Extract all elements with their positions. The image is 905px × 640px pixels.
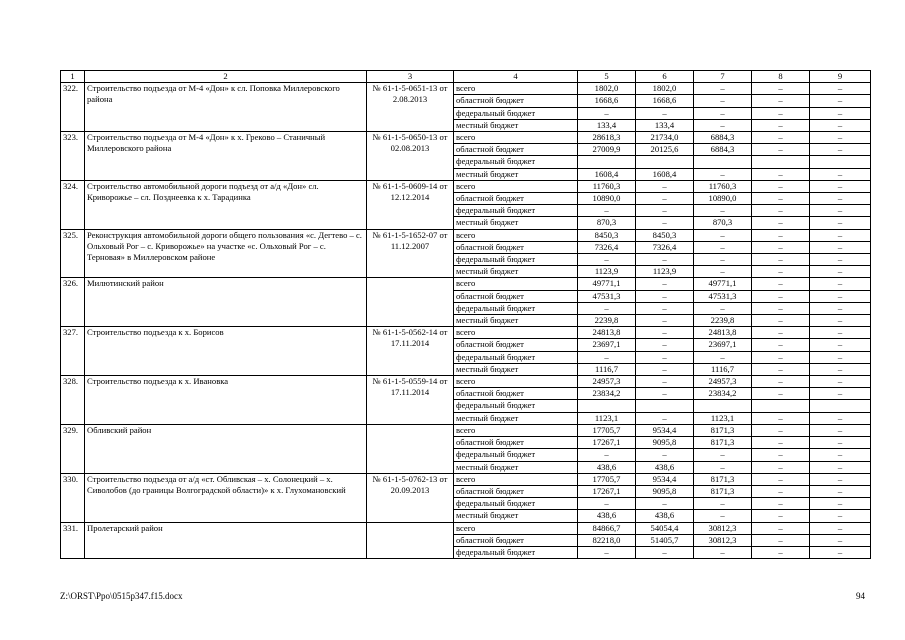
column-header: 8 <box>752 71 810 83</box>
amount-cell: 2239,8 <box>694 315 752 327</box>
amount-cell: – <box>810 132 871 144</box>
column-header: 1 <box>61 71 85 83</box>
amount-cell: 17705,7 <box>578 473 636 485</box>
row-number: 324. <box>61 180 85 229</box>
object-name: Милютинский район <box>85 278 367 327</box>
amount-cell: – <box>810 290 871 302</box>
amount-cell: 49771,1 <box>578 278 636 290</box>
amount-cell: 7326,4 <box>636 241 694 253</box>
table-row <box>61 132 871 144</box>
document-number: № 61-1-5-0562-14 от 17.11.2014 <box>367 327 454 376</box>
amount-cell: 1123,1 <box>694 412 752 424</box>
document-number <box>367 522 454 559</box>
amount-cell <box>752 400 810 412</box>
funding-source: федеральный бюджет <box>454 498 578 510</box>
column-header: 5 <box>578 71 636 83</box>
funding-source: всего <box>454 473 578 485</box>
amount-cell: – <box>752 351 810 363</box>
amount-cell: – <box>752 534 810 546</box>
amount-cell: – <box>578 546 636 558</box>
amount-cell: – <box>752 449 810 461</box>
amount-cell: 11760,3 <box>578 180 636 192</box>
amount-cell <box>752 156 810 168</box>
amount-cell <box>810 156 871 168</box>
amount-cell: – <box>636 449 694 461</box>
amount-cell: 84866,7 <box>578 522 636 534</box>
amount-cell: – <box>810 229 871 241</box>
amount-cell: – <box>752 315 810 327</box>
funding-source: всего <box>454 83 578 95</box>
amount-cell: – <box>578 107 636 119</box>
amount-cell: – <box>694 168 752 180</box>
amount-cell: 47531,3 <box>578 290 636 302</box>
amount-cell: – <box>810 510 871 522</box>
amount-cell: – <box>752 95 810 107</box>
table-row <box>61 229 871 241</box>
amount-cell: 6884,3 <box>694 144 752 156</box>
budget-table <box>60 70 871 559</box>
object-name: Строительство подъезда от а/д «ст. Обливская – х. Солонецкий – х. Сиволобов (до границы Волгоградской области)» к х. Глухомановский <box>85 473 367 522</box>
funding-source: местный бюджет <box>454 363 578 375</box>
row-number: 329. <box>61 424 85 473</box>
table-row <box>61 180 871 192</box>
amount-cell: – <box>636 412 694 424</box>
amount-cell: 1802,0 <box>578 83 636 95</box>
amount-cell: 8450,3 <box>636 229 694 241</box>
amount-cell: – <box>578 254 636 266</box>
row-number: 323. <box>61 132 85 181</box>
funding-source: областной бюджет <box>454 241 578 253</box>
amount-cell: – <box>636 302 694 314</box>
amount-cell: – <box>810 534 871 546</box>
table-row <box>61 83 871 95</box>
amount-cell: – <box>810 388 871 400</box>
amount-cell: – <box>810 180 871 192</box>
amount-cell: – <box>752 339 810 351</box>
table-row <box>61 376 871 388</box>
amount-cell: 24957,3 <box>694 376 752 388</box>
funding-source: областной бюджет <box>454 534 578 546</box>
amount-cell: – <box>752 254 810 266</box>
amount-cell: – <box>752 144 810 156</box>
object-name: Строительство подъезда к х. Борисов <box>85 327 367 376</box>
document-number <box>367 424 454 473</box>
amount-cell: – <box>810 193 871 205</box>
amount-cell: 1123,1 <box>578 412 636 424</box>
amount-cell: 23697,1 <box>694 339 752 351</box>
amount-cell: – <box>810 461 871 473</box>
amount-cell: – <box>752 290 810 302</box>
amount-cell: – <box>752 473 810 485</box>
amount-cell: – <box>810 412 871 424</box>
amount-cell: – <box>752 437 810 449</box>
amount-cell: – <box>810 278 871 290</box>
amount-cell: – <box>694 119 752 131</box>
amount-cell: – <box>752 327 810 339</box>
funding-source: областной бюджет <box>454 339 578 351</box>
funding-source: местный бюджет <box>454 315 578 327</box>
amount-cell: 8171,3 <box>694 485 752 497</box>
amount-cell: – <box>636 180 694 192</box>
amount-cell: – <box>810 485 871 497</box>
amount-cell: – <box>694 205 752 217</box>
amount-cell: – <box>752 83 810 95</box>
amount-cell <box>578 156 636 168</box>
amount-cell: – <box>752 461 810 473</box>
amount-cell: 1116,7 <box>694 363 752 375</box>
amount-cell: – <box>578 351 636 363</box>
amount-cell: – <box>636 376 694 388</box>
amount-cell: – <box>810 254 871 266</box>
amount-cell: 1123,9 <box>636 266 694 278</box>
funding-source: федеральный бюджет <box>454 156 578 168</box>
amount-cell: – <box>752 363 810 375</box>
amount-cell: – <box>694 510 752 522</box>
amount-cell: – <box>810 107 871 119</box>
amount-cell: – <box>810 473 871 485</box>
row-number: 322. <box>61 83 85 132</box>
document-number: № 61-1-5-0762-13 от 20.09.2013 <box>367 473 454 522</box>
funding-source: всего <box>454 132 578 144</box>
amount-cell: 870,3 <box>694 217 752 229</box>
amount-cell: – <box>752 376 810 388</box>
amount-cell: – <box>694 229 752 241</box>
object-name: Строительство автомобильной дороги подъезд от а/д «Дон» сл. Криворожье – сл. Позднеевка к х. Тарадинка <box>85 180 367 229</box>
amount-cell: – <box>752 522 810 534</box>
amount-cell: – <box>752 412 810 424</box>
object-name: Реконструкция автомобильной дороги общего пользования «с. Дегтево – с. Ольховый Рог – с. Криворожье» на участке «с. Ольховый Рог – с. Терновая» в Миллеровском районе <box>85 229 367 278</box>
amount-cell: – <box>694 498 752 510</box>
amount-cell: 9095,8 <box>636 485 694 497</box>
amount-cell <box>694 156 752 168</box>
amount-cell: 1608,4 <box>578 168 636 180</box>
funding-source: областной бюджет <box>454 388 578 400</box>
amount-cell: 17267,1 <box>578 437 636 449</box>
amount-cell: – <box>810 144 871 156</box>
amount-cell: – <box>810 266 871 278</box>
amount-cell: 9534,4 <box>636 424 694 436</box>
funding-source: местный бюджет <box>454 510 578 522</box>
amount-cell: – <box>810 546 871 558</box>
amount-cell: 51405,7 <box>636 534 694 546</box>
document-number: № 61-1-5-1652-07 от 11.12.2007 <box>367 229 454 278</box>
amount-cell: – <box>810 315 871 327</box>
amount-cell: 1608,4 <box>636 168 694 180</box>
amount-cell: – <box>810 327 871 339</box>
amount-cell: – <box>810 241 871 253</box>
amount-cell: – <box>752 107 810 119</box>
amount-cell: – <box>636 278 694 290</box>
amount-cell: 870,3 <box>578 217 636 229</box>
amount-cell: 8450,3 <box>578 229 636 241</box>
amount-cell: 24813,8 <box>578 327 636 339</box>
table-row <box>61 522 871 534</box>
amount-cell: 1116,7 <box>578 363 636 375</box>
amount-cell: – <box>810 363 871 375</box>
amount-cell: – <box>752 388 810 400</box>
amount-cell: 11760,3 <box>694 180 752 192</box>
amount-cell: 1668,6 <box>636 95 694 107</box>
funding-source: всего <box>454 424 578 436</box>
funding-source: областной бюджет <box>454 437 578 449</box>
amount-cell: – <box>810 522 871 534</box>
amount-cell: 6884,3 <box>694 132 752 144</box>
amount-cell: – <box>636 327 694 339</box>
funding-source: федеральный бюджет <box>454 351 578 363</box>
amount-cell: – <box>578 205 636 217</box>
amount-cell: – <box>752 132 810 144</box>
document-number <box>367 278 454 327</box>
amount-cell: – <box>636 498 694 510</box>
amount-cell: – <box>636 290 694 302</box>
amount-cell: 17705,7 <box>578 424 636 436</box>
amount-cell: 2239,8 <box>578 315 636 327</box>
amount-cell: – <box>694 449 752 461</box>
amount-cell: – <box>810 217 871 229</box>
document-path: Z:\ORST\Ppo\0515p347.f15.docx <box>60 591 183 601</box>
amount-cell: 49771,1 <box>694 278 752 290</box>
amount-cell: 82218,0 <box>578 534 636 546</box>
amount-cell: 24813,8 <box>694 327 752 339</box>
document-number: № 61-1-5-0609-14 от 12.12.2014 <box>367 180 454 229</box>
funding-source: местный бюджет <box>454 119 578 131</box>
document-number: № 61-1-5-0650-13 от 02.08.2013 <box>367 132 454 181</box>
amount-cell: – <box>810 302 871 314</box>
amount-cell: – <box>694 83 752 95</box>
amount-cell: 27009,9 <box>578 144 636 156</box>
funding-source: всего <box>454 278 578 290</box>
amount-cell: 23834,2 <box>694 388 752 400</box>
amount-cell: – <box>810 339 871 351</box>
amount-cell: – <box>752 205 810 217</box>
funding-source: всего <box>454 229 578 241</box>
amount-cell <box>636 156 694 168</box>
amount-cell: 438,6 <box>636 510 694 522</box>
funding-source: федеральный бюджет <box>454 400 578 412</box>
amount-cell: 10890,0 <box>578 193 636 205</box>
column-header: 9 <box>810 71 871 83</box>
row-number: 325. <box>61 229 85 278</box>
object-name: Обливский район <box>85 424 367 473</box>
funding-source: местный бюджет <box>454 168 578 180</box>
funding-source: всего <box>454 180 578 192</box>
column-header: 6 <box>636 71 694 83</box>
amount-cell: 28618,3 <box>578 132 636 144</box>
amount-cell: 1668,6 <box>578 95 636 107</box>
amount-cell: – <box>752 278 810 290</box>
amount-cell: 9534,4 <box>636 473 694 485</box>
amount-cell: – <box>636 351 694 363</box>
amount-cell: – <box>810 437 871 449</box>
funding-source: федеральный бюджет <box>454 546 578 558</box>
column-header: 4 <box>454 71 578 83</box>
amount-cell: – <box>752 217 810 229</box>
funding-source: федеральный бюджет <box>454 449 578 461</box>
amount-cell: – <box>636 205 694 217</box>
amount-cell: 54054,4 <box>636 522 694 534</box>
funding-source: областной бюджет <box>454 193 578 205</box>
amount-cell: 23697,1 <box>578 339 636 351</box>
amount-cell: 24957,3 <box>578 376 636 388</box>
funding-source: областной бюджет <box>454 144 578 156</box>
row-number: 330. <box>61 473 85 522</box>
funding-source: федеральный бюджет <box>454 302 578 314</box>
amount-cell: 1123,9 <box>578 266 636 278</box>
amount-cell: – <box>578 302 636 314</box>
amount-cell: – <box>752 546 810 558</box>
table-row <box>61 473 871 485</box>
object-name: Строительство подъезда к х. Ивановка <box>85 376 367 425</box>
amount-cell: 438,6 <box>636 461 694 473</box>
amount-cell: – <box>752 241 810 253</box>
amount-cell: 1802,0 <box>636 83 694 95</box>
amount-cell: 8171,3 <box>694 424 752 436</box>
column-header: 2 <box>85 71 367 83</box>
amount-cell: – <box>694 351 752 363</box>
funding-source: областной бюджет <box>454 95 578 107</box>
amount-cell: – <box>810 498 871 510</box>
page-number: 94 <box>856 591 865 601</box>
amount-cell: 133,4 <box>578 119 636 131</box>
amount-cell: – <box>636 363 694 375</box>
table-row <box>61 278 871 290</box>
funding-source: федеральный бюджет <box>454 205 578 217</box>
amount-cell: – <box>810 351 871 363</box>
amount-cell <box>636 400 694 412</box>
funding-source: местный бюджет <box>454 266 578 278</box>
amount-cell <box>694 400 752 412</box>
amount-cell: – <box>636 546 694 558</box>
amount-cell: 438,6 <box>578 510 636 522</box>
amount-cell: – <box>752 302 810 314</box>
funding-source: местный бюджет <box>454 217 578 229</box>
amount-cell: – <box>694 107 752 119</box>
amount-cell: – <box>636 107 694 119</box>
amount-cell <box>810 400 871 412</box>
header-row <box>61 71 871 83</box>
funding-source: федеральный бюджет <box>454 254 578 266</box>
amount-cell: – <box>578 449 636 461</box>
row-number: 331. <box>61 522 85 559</box>
row-number: 326. <box>61 278 85 327</box>
amount-cell: – <box>694 302 752 314</box>
amount-cell: 438,6 <box>578 461 636 473</box>
funding-source: всего <box>454 327 578 339</box>
amount-cell: – <box>752 193 810 205</box>
amount-cell: – <box>810 168 871 180</box>
document-number: № 61-1-5-0559-14 от 17.11.2014 <box>367 376 454 425</box>
funding-source: местный бюджет <box>454 412 578 424</box>
amount-cell: – <box>694 95 752 107</box>
amount-cell: – <box>752 485 810 497</box>
funding-source: местный бюджет <box>454 461 578 473</box>
amount-cell: 21734,0 <box>636 132 694 144</box>
amount-cell: – <box>810 424 871 436</box>
amount-cell: 20125,6 <box>636 144 694 156</box>
funding-source: всего <box>454 522 578 534</box>
amount-cell: 133,4 <box>636 119 694 131</box>
document-number: № 61-1-5-0651-13 от 2.08.2013 <box>367 83 454 132</box>
funding-source: всего <box>454 376 578 388</box>
funding-source: федеральный бюджет <box>454 107 578 119</box>
amount-cell: – <box>810 376 871 388</box>
amount-cell: – <box>694 266 752 278</box>
column-header: 3 <box>367 71 454 83</box>
row-number: 327. <box>61 327 85 376</box>
amount-cell: – <box>636 254 694 266</box>
amount-cell: – <box>694 461 752 473</box>
amount-cell: – <box>810 119 871 131</box>
amount-cell: – <box>810 95 871 107</box>
amount-cell: 9095,8 <box>636 437 694 449</box>
amount-cell <box>578 400 636 412</box>
amount-cell: 30812,3 <box>694 522 752 534</box>
table-row <box>61 327 871 339</box>
amount-cell: – <box>752 119 810 131</box>
amount-cell: – <box>636 217 694 229</box>
object-name: Строительство подъезда от М-4 «Дон» к х. Греково – Станичный Миллеровского района <box>85 132 367 181</box>
table-row <box>61 424 871 436</box>
amount-cell: – <box>636 339 694 351</box>
amount-cell: – <box>752 498 810 510</box>
amount-cell: – <box>636 193 694 205</box>
amount-cell: – <box>694 254 752 266</box>
amount-cell: – <box>810 83 871 95</box>
amount-cell: – <box>752 424 810 436</box>
amount-cell: 8171,3 <box>694 437 752 449</box>
amount-cell: – <box>752 168 810 180</box>
amount-cell: – <box>636 388 694 400</box>
amount-cell: 10890,0 <box>694 193 752 205</box>
amount-cell: – <box>752 180 810 192</box>
object-name: Строительство подъезда от М-4 «Дон» к сл. Поповка Миллеровского района <box>85 83 367 132</box>
amount-cell: 17267,1 <box>578 485 636 497</box>
amount-cell: 8171,3 <box>694 473 752 485</box>
amount-cell: – <box>752 266 810 278</box>
object-name: Пролетарский район <box>85 522 367 559</box>
column-header: 7 <box>694 71 752 83</box>
amount-cell: – <box>694 546 752 558</box>
amount-cell: 7326,4 <box>578 241 636 253</box>
amount-cell: – <box>636 315 694 327</box>
row-number: 328. <box>61 376 85 425</box>
amount-cell: – <box>694 241 752 253</box>
amount-cell: – <box>752 229 810 241</box>
amount-cell: – <box>578 498 636 510</box>
amount-cell: – <box>752 510 810 522</box>
funding-source: областной бюджет <box>454 290 578 302</box>
amount-cell: – <box>810 205 871 217</box>
amount-cell: 30812,3 <box>694 534 752 546</box>
funding-source: областной бюджет <box>454 485 578 497</box>
amount-cell: 47531,3 <box>694 290 752 302</box>
amount-cell: – <box>810 449 871 461</box>
amount-cell: 23834,2 <box>578 388 636 400</box>
